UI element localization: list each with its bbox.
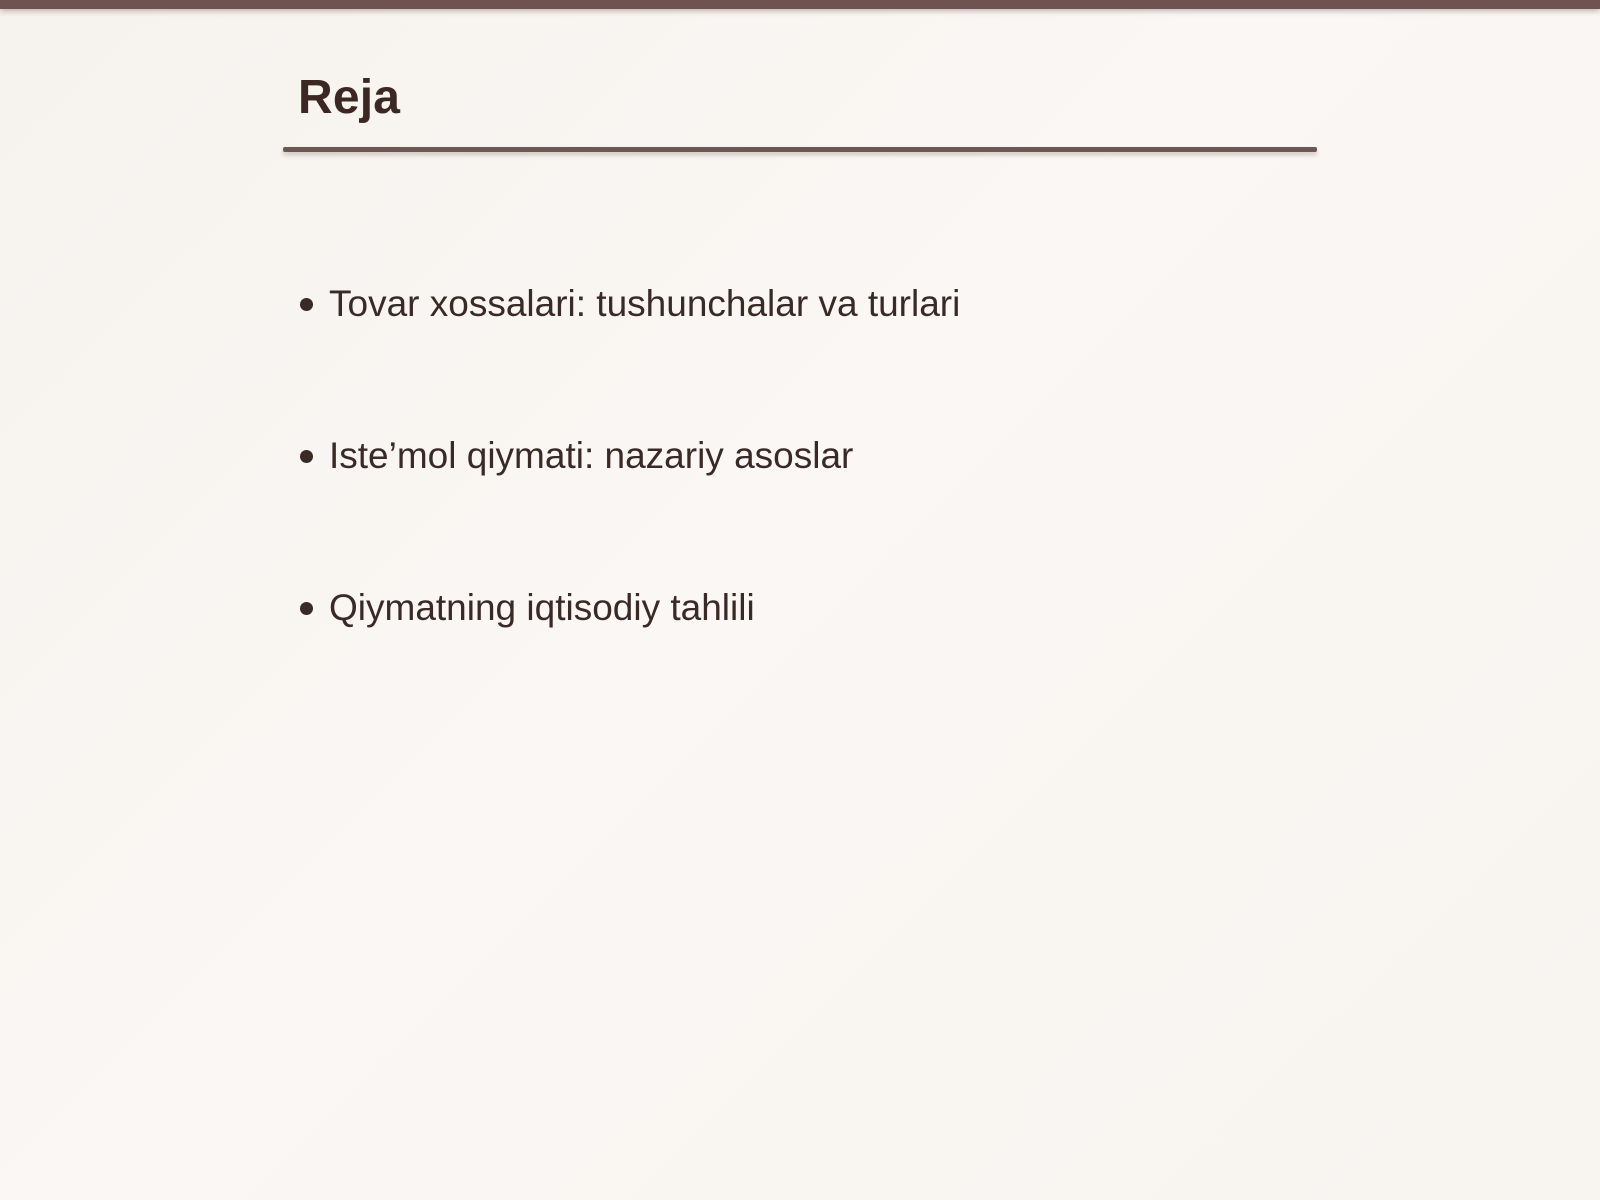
bullet-text: Tovar xossalari: tushunchalar va turlari xyxy=(329,283,961,324)
bullet-text: Qiymatning iqtisodiy tahlili xyxy=(329,587,755,628)
bullet-dot-icon xyxy=(300,298,313,311)
bullet-dot-icon xyxy=(300,450,313,463)
title-underline xyxy=(283,147,1317,152)
bullet-text: Iste’mol qiymati: nazariy asoslar xyxy=(329,435,854,476)
slide-title: Reja xyxy=(298,71,401,124)
bullet-dot-icon xyxy=(300,602,313,615)
top-accent-bar xyxy=(0,0,1600,9)
